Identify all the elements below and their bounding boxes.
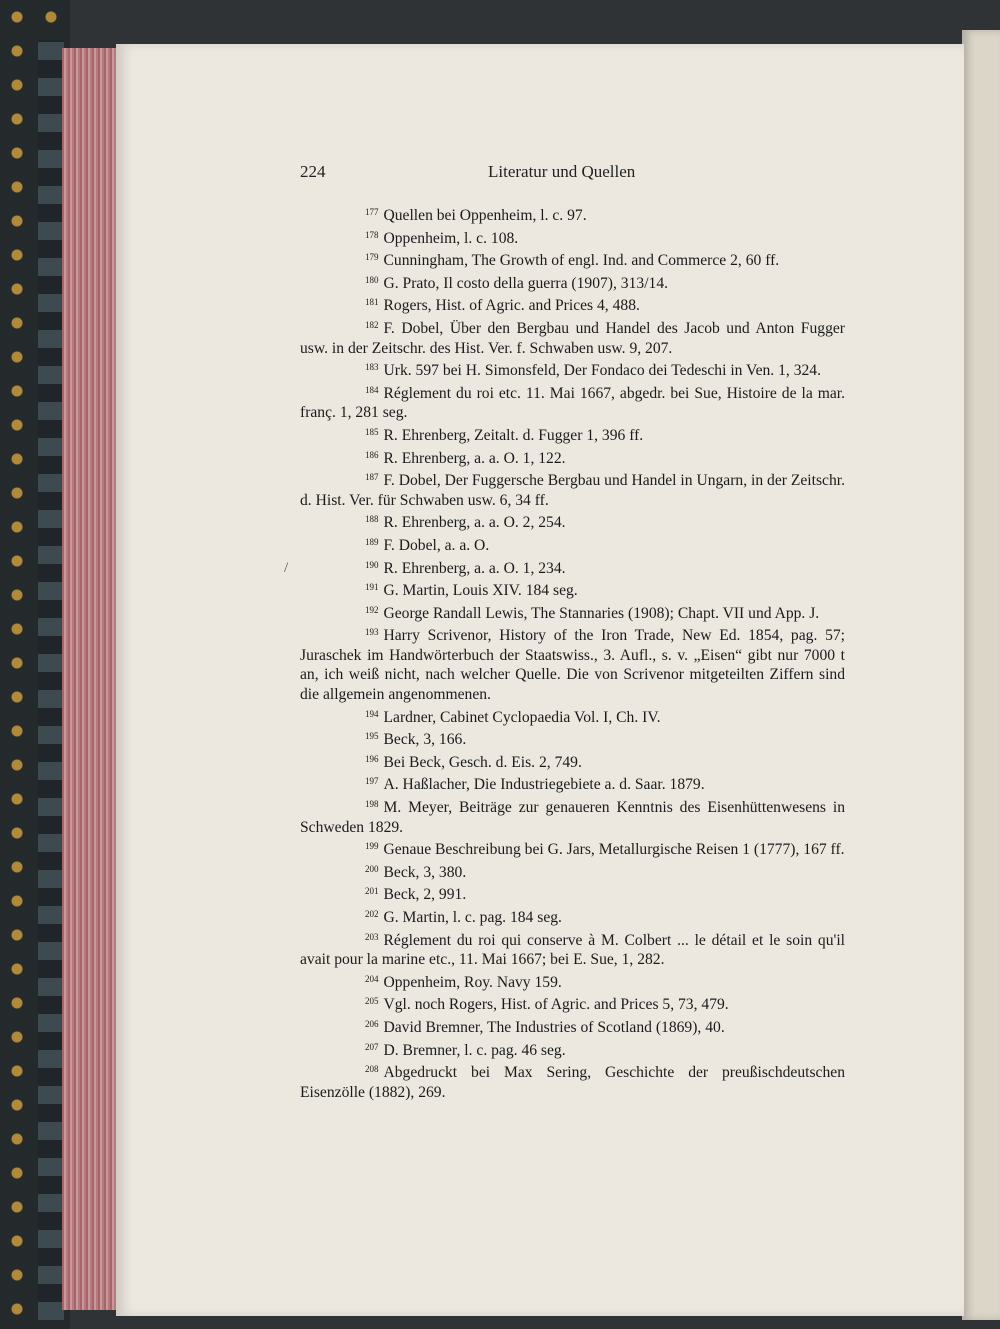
endnote [300, 727, 845, 750]
endnote-number: 177 [365, 207, 379, 217]
endnote-text: R. Ehrenberg, a. a. O. 1, 234. [383, 559, 566, 577]
endnote [300, 423, 845, 446]
endnote-number: 207 [365, 1041, 379, 1052]
endnote-text: G. Martin, Louis XIV. 184 seg. [383, 582, 578, 600]
facing-page-edge [962, 30, 1000, 1320]
endnote [300, 601, 845, 624]
endnote-number: 206 [365, 1018, 379, 1029]
endnote [300, 468, 845, 510]
endnote [300, 510, 845, 533]
endnote-number: 205 [365, 996, 379, 1007]
endnote-text: Abgedruckt bei Max Sering, Geschichte der preußischdeutschen Eisenzölle (1882), 269. [300, 1064, 845, 1101]
endnotes-list [300, 203, 845, 1102]
endnote-text: Urk. 597 bei H. Simonsfeld, Der Fondaco dei Tedeschi in Ven. 1, 324. [383, 362, 821, 380]
endnote-text: Beck, 2, 991. [383, 886, 467, 904]
endnote-text: Cunningham, The Growth of engl. Ind. and Commerce 2, 60 ff. [383, 252, 780, 270]
endnote [300, 358, 845, 381]
endnote-text: R. Ehrenberg, a. a. O. 2, 254. [383, 514, 566, 532]
endnote-number: 203 [365, 931, 379, 942]
endnote-number: 200 [365, 863, 379, 874]
endnote-text: Bei Beck, Gesch. d. Eis. 2, 749. [383, 753, 582, 771]
endnote-text: George Randall Lewis, The Stannaries (1908); Chapt. VII und App. J. [383, 604, 820, 622]
endnote-text: Réglement du roi etc. 11. Mai 1667, abgedr. bei Sue, Histoire de la mar. franç. 1, 281 seg. [300, 384, 845, 422]
endnote-text: F. Dobel, Der Fuggersche Bergbau und Handel in Ungarn, in der Zeitschr. d. Hist. Ver. für Schwaben usw. 6, 34 ff. [300, 472, 845, 509]
endnote-number: 189 [365, 536, 379, 547]
endnote [300, 750, 845, 773]
endnote-text: Oppenheim, l. c. 108. [383, 229, 519, 247]
endnote-number: 193 [365, 627, 379, 638]
endnote-text: Quellen bei Oppenheim, l. c. 97. [383, 207, 587, 224]
endnote-number: 182 [365, 319, 379, 330]
endnote-number: 190 [365, 559, 379, 570]
endnote-text: Oppenheim, Roy. Navy 159. [383, 973, 562, 991]
endnote-number: 183 [365, 362, 379, 373]
endnote-number: 197 [365, 776, 379, 787]
endnote [300, 795, 845, 837]
endnote-number: 194 [365, 708, 379, 719]
endnote-text: R. Ehrenberg, Zeitalt. d. Fugger 1, 396 ff. [383, 426, 644, 444]
endnote [300, 705, 845, 728]
running-title: Literatur und Quellen [488, 162, 636, 181]
endnote-number: 202 [365, 909, 379, 919]
endnote-number: 178 [365, 229, 379, 240]
endnote-number: 198 [365, 799, 379, 810]
endnote [300, 1038, 845, 1061]
endnote [300, 772, 845, 795]
endnote [300, 1015, 845, 1038]
endnote-text: Rogers, Hist. of Agric. and Prices 4, 488. [383, 297, 640, 315]
endnote [300, 203, 845, 226]
page-number: 224 [300, 162, 326, 181]
endnote-text: M. Meyer, Beiträge zur genaueren Kenntnis des Eisenhüttenwesens in Schweden 1829. [300, 799, 845, 836]
endnote [300, 293, 845, 316]
book-spine [38, 40, 64, 1320]
endnote-text: R. Ehrenberg, a. a. O. 1, 122. [383, 449, 566, 467]
endnote [300, 992, 845, 1015]
endnote-number: 179 [365, 252, 379, 263]
endnote [300, 623, 845, 704]
endnote-number: 196 [365, 753, 379, 764]
endnote-text: F. Dobel, a. a. O. [383, 536, 490, 554]
endnote-text: Harry Scrivenor, History of the Iron Trade, New Ed. 1854, pag. 57; Juraschek im Handwörterbuch der Staatswiss., 3. Aufl., s. v. „Eisen“ gibt nur 7000 t an, ich weiß nicht, nach welcher Quelle. Die von Scrivenor mitgeteilten Ziffern sind die allgemein angenommenen. [300, 627, 845, 704]
endnote-number: 195 [365, 731, 379, 742]
endnote-number: 204 [365, 973, 379, 984]
endnote [300, 556, 845, 579]
endnote [300, 316, 845, 358]
endnote-text: Beck, 3, 166. [383, 731, 467, 749]
page-edges [62, 48, 122, 1310]
endnote-number: 201 [365, 886, 379, 897]
endnote-text: G. Martin, l. c. pag. 184 seg. [383, 909, 562, 926]
endnote [300, 271, 845, 294]
endnote-number: 186 [365, 449, 379, 460]
endnote-text: Lardner, Cabinet Cyclopaedia Vol. I, Ch. IV. [383, 708, 661, 726]
endnote-text: A. Haßlacher, Die Industriegebiete a. d. Saar. 1879. [383, 776, 705, 794]
endnote-text: Réglement du roi qui conserve à M. Colbert ... le détail et le soin qu'il avait pour la marine etc., 11. Mai 1667; bei E. Sue, 1, 282. [300, 931, 845, 969]
endnote-number: 188 [365, 514, 379, 525]
endnote-number: 184 [365, 384, 379, 395]
endnote-text: Vgl. noch Rogers, Hist. of Agric. and Prices 5, 73, 479. [383, 996, 729, 1014]
endnote [300, 905, 845, 928]
endnote-number: 181 [365, 297, 379, 308]
endnote [300, 446, 845, 469]
endnote-text: F. Dobel, Über den Bergbau und Handel des Jacob und Anton Fugger usw. in der Zeitschr. des Hist. Ver. f. Schwaben usw. 9, 207. [300, 319, 845, 357]
endnote-number: 187 [365, 472, 379, 483]
endnote [300, 578, 845, 601]
endnote-text: Beck, 3, 380. [383, 863, 467, 881]
endnote [300, 226, 845, 249]
endnote-text: David Bremner, The Industries of Scotland (1869), 40. [383, 1018, 725, 1036]
endnote-text: Genaue Beschreibung bei G. Jars, Metallurgische Reisen 1 (1777), 167 ff. [383, 841, 845, 859]
endnote-number: 199 [365, 841, 379, 852]
endnote-number: 185 [365, 426, 379, 437]
endnote [300, 837, 845, 860]
endnote [300, 860, 845, 883]
endnote-text: D. Bremner, l. c. pag. 46 seg. [383, 1041, 566, 1059]
endnote [300, 1060, 845, 1102]
pencil-margin-mark: / [284, 560, 289, 576]
endnote [300, 928, 845, 970]
endnote [300, 970, 845, 993]
endnote-number: 180 [365, 274, 379, 285]
endnote-number: 191 [365, 582, 379, 593]
endnote [300, 882, 845, 905]
endnote [300, 248, 845, 271]
endnote-text: G. Prato, Il costo della guerra (1907), 313/14. [383, 274, 669, 292]
page-header [300, 160, 845, 184]
endnote [300, 533, 845, 556]
endnote [300, 381, 845, 423]
endnote-number: 192 [365, 604, 379, 615]
endnote-number: 208 [365, 1064, 379, 1075]
